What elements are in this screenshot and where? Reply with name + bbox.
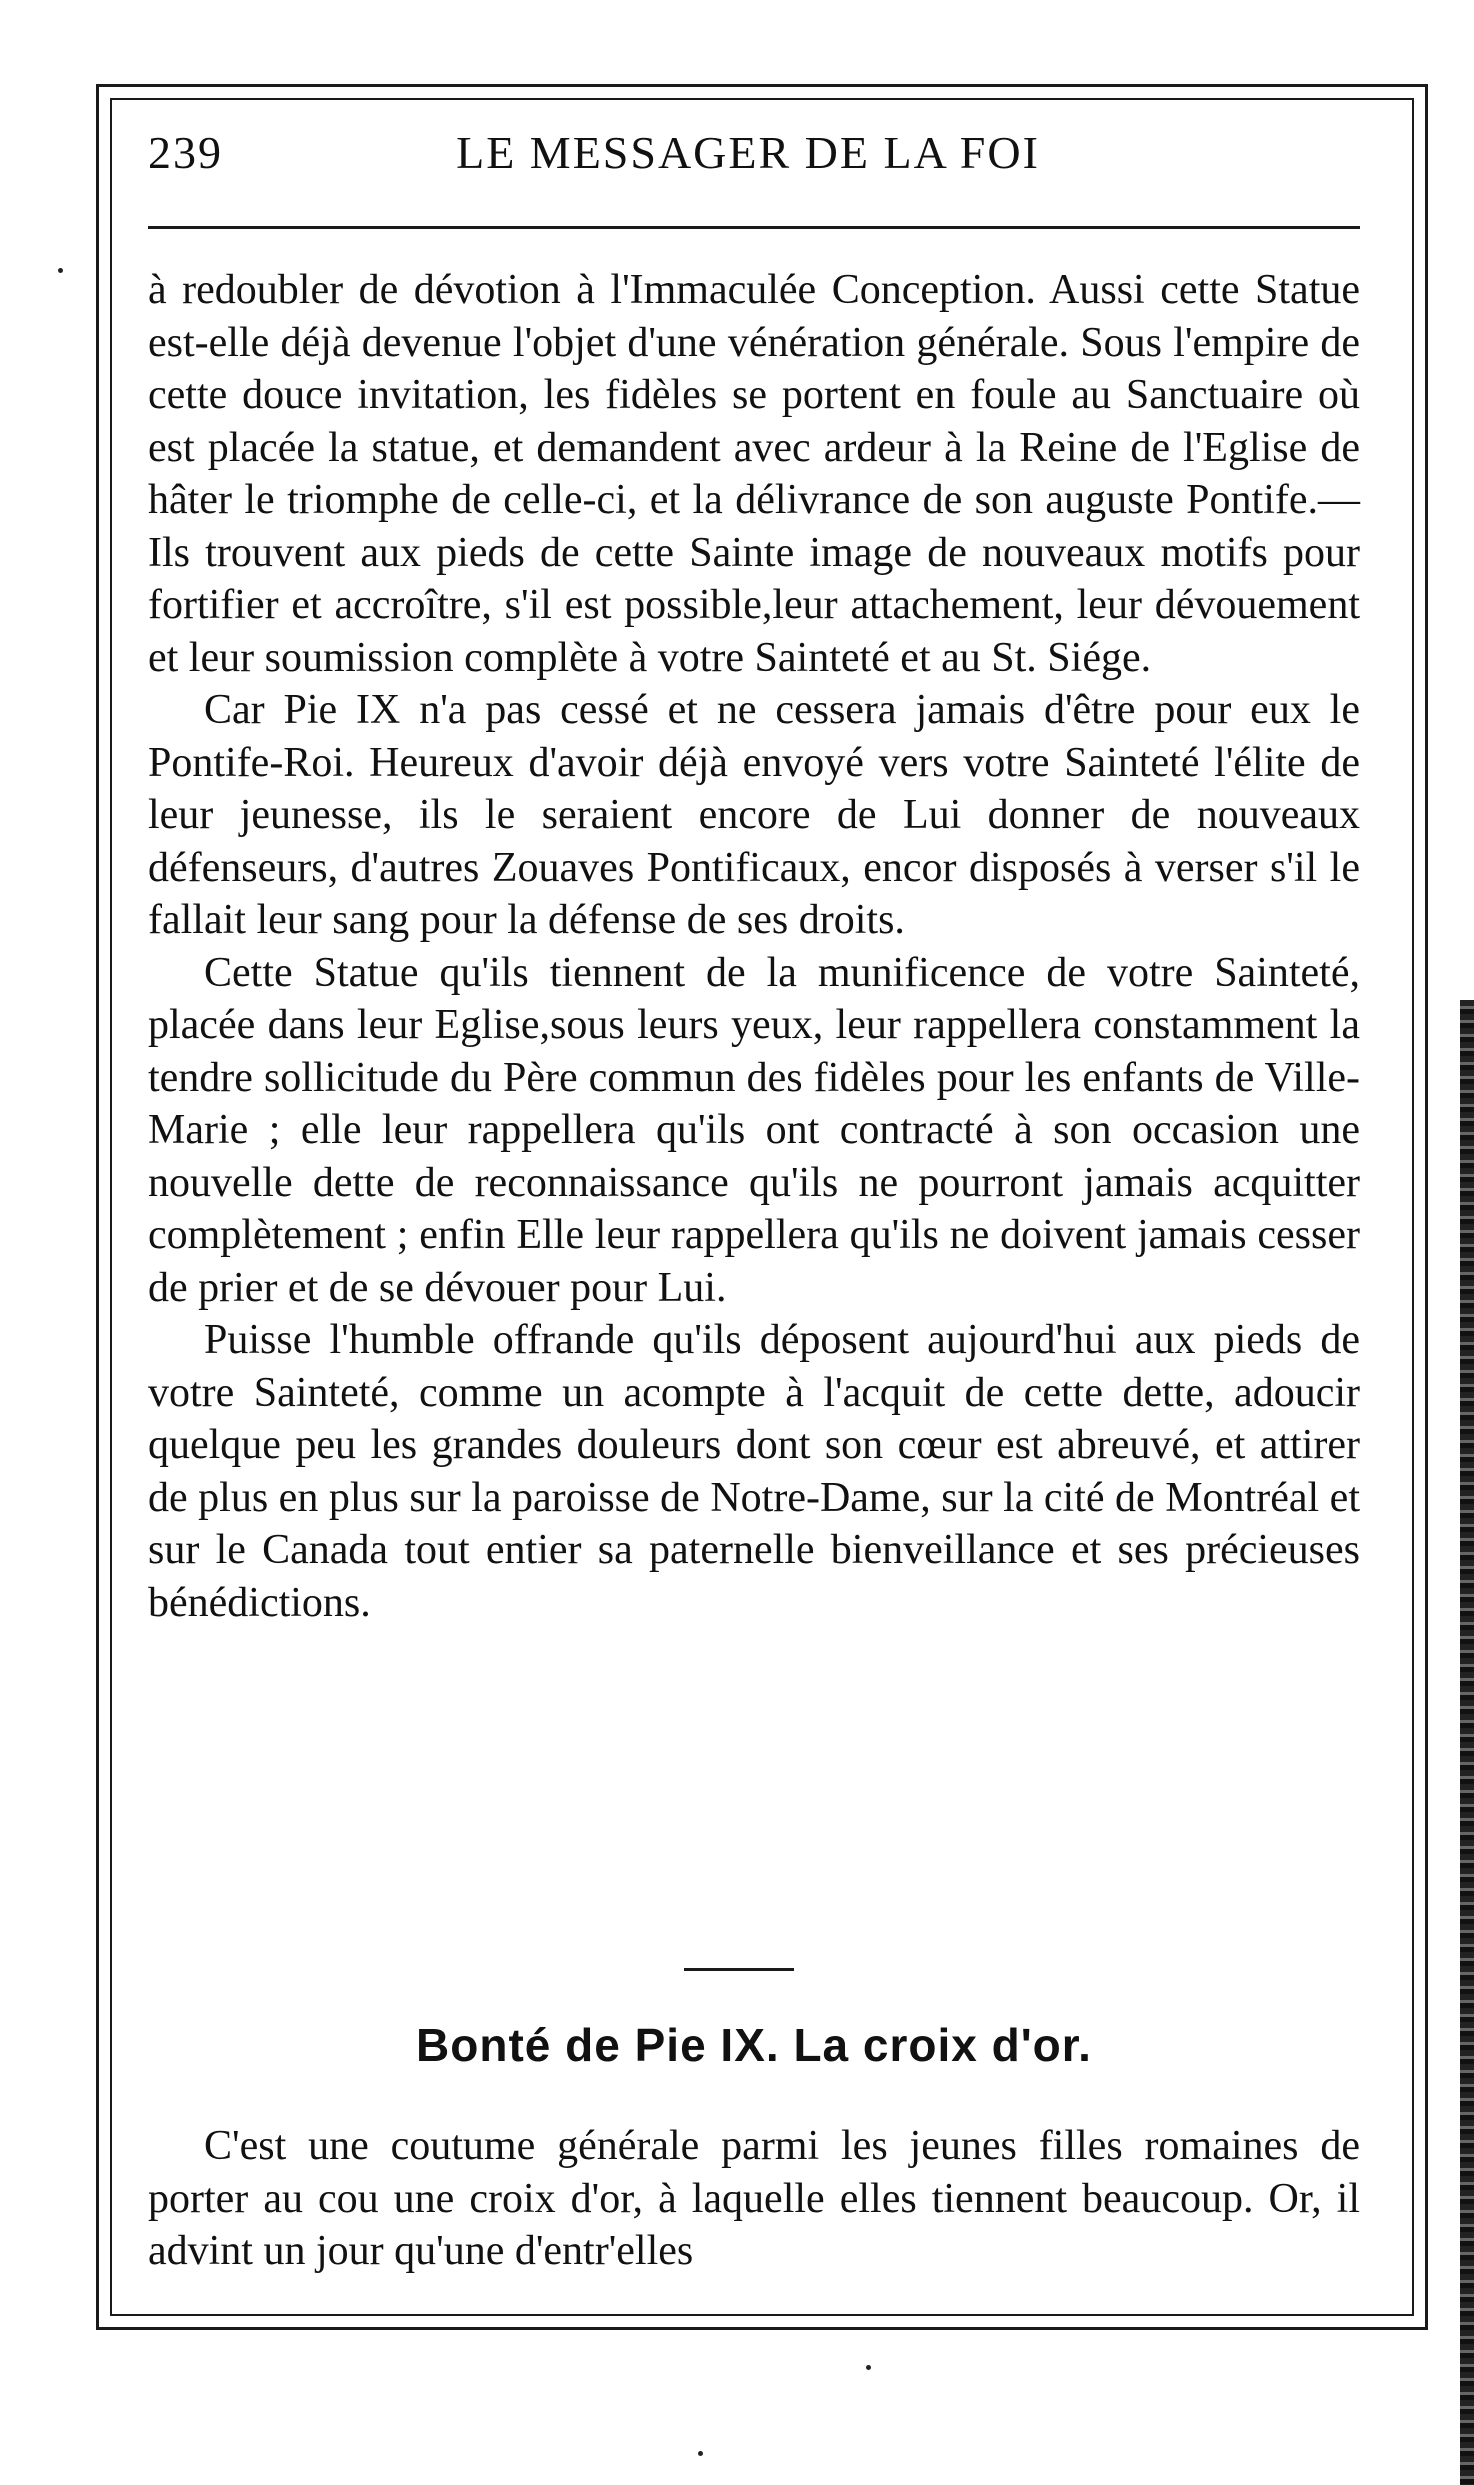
section-text xyxy=(148,2120,1360,2278)
section-heading: Bonté de Pie IX. La croix d'or. xyxy=(416,2019,1092,2071)
header-rule xyxy=(148,226,1360,229)
body-text xyxy=(148,264,1360,1629)
scan-edge-shadow xyxy=(1460,1000,1474,2485)
paragraph: C'est une coutume générale parmi les jeunes filles romaines de porter au cou une croix d'or, à laquelle elles tiennent beaucoup. Or, il advint un jour qu'une d'entr'elles xyxy=(148,2123,1360,2274)
paragraph: à redoubler de dévotion à l'Immaculée Conception. Aussi cette Statue est-elle déjà devenue l'objet d'une vénération générale. Sous l'empire de cette douce invitation, les fidèles se portent en foule au Sanctuaire où est placée la statue, et demandent avec ardeur à la Reine de l'Eglise de hâter le triomphe de celle-ci, et la délivrance de son auguste Pontife.—Ils trouvent aux pieds de cette Sainte image de nouveaux motifs pour fortifier et accroître, s'il est possible,leur attachement, leur dévouement et leur soumission complète à votre Sainteté et au St. Siége. xyxy=(148,267,1360,681)
page-number: 239 xyxy=(148,127,223,178)
paragraph: Car Pie IX n'a pas cessé et ne cessera jamais d'être pour eux le Pontife-Roi. Heureux d'avoir déjà envoyé vers votre Sainteté l'élite de leur jeunesse, ils le seraient encore de Lui donner de nouveaux défenseurs, d'autres Zouaves Pontificaux, encor disposés à verser s'il le fallait leur sang pour la défense de ses droits. xyxy=(148,687,1360,943)
scan-speck xyxy=(866,2365,871,2370)
scan-speck xyxy=(58,268,63,273)
running-title: LE MESSAGER DE LA FOI xyxy=(456,127,1040,178)
scan-speck xyxy=(698,2451,703,2456)
paragraph: Puisse l'humble offrande qu'ils déposent aujourd'hui aux pieds de votre Sainteté, comme un acompte à l'acquit de cette dette, adoucir quelque peu les grandes douleurs dont son cœur est abreuvé, et attirer de plus en plus sur la paroisse de Notre-Dame, sur la cité de Montréal et sur le Canada tout entier sa paternelle bienveillance et ses précieuses bénédictions. xyxy=(148,1317,1360,1626)
section-separator xyxy=(684,1968,794,1971)
paragraph: Cette Statue qu'ils tiennent de la munificence de votre Sainteté, placée dans leur Eglise,sous leurs yeux, leur rappellera constamment la tendre sollicitude du Père commun des fidèles pour les enfants de Ville-Marie ; elle leur rappellera qu'ils ont contracté à son occasion une nouvelle dette de reconnaissance qu'ils ne pourront jamais acquitter complètement ; enfin Elle leur rappellera qu'ils ne doivent jamais cesser de prier et de se dévouer pour Lui. xyxy=(148,949,1360,1311)
page-header xyxy=(148,126,1348,196)
